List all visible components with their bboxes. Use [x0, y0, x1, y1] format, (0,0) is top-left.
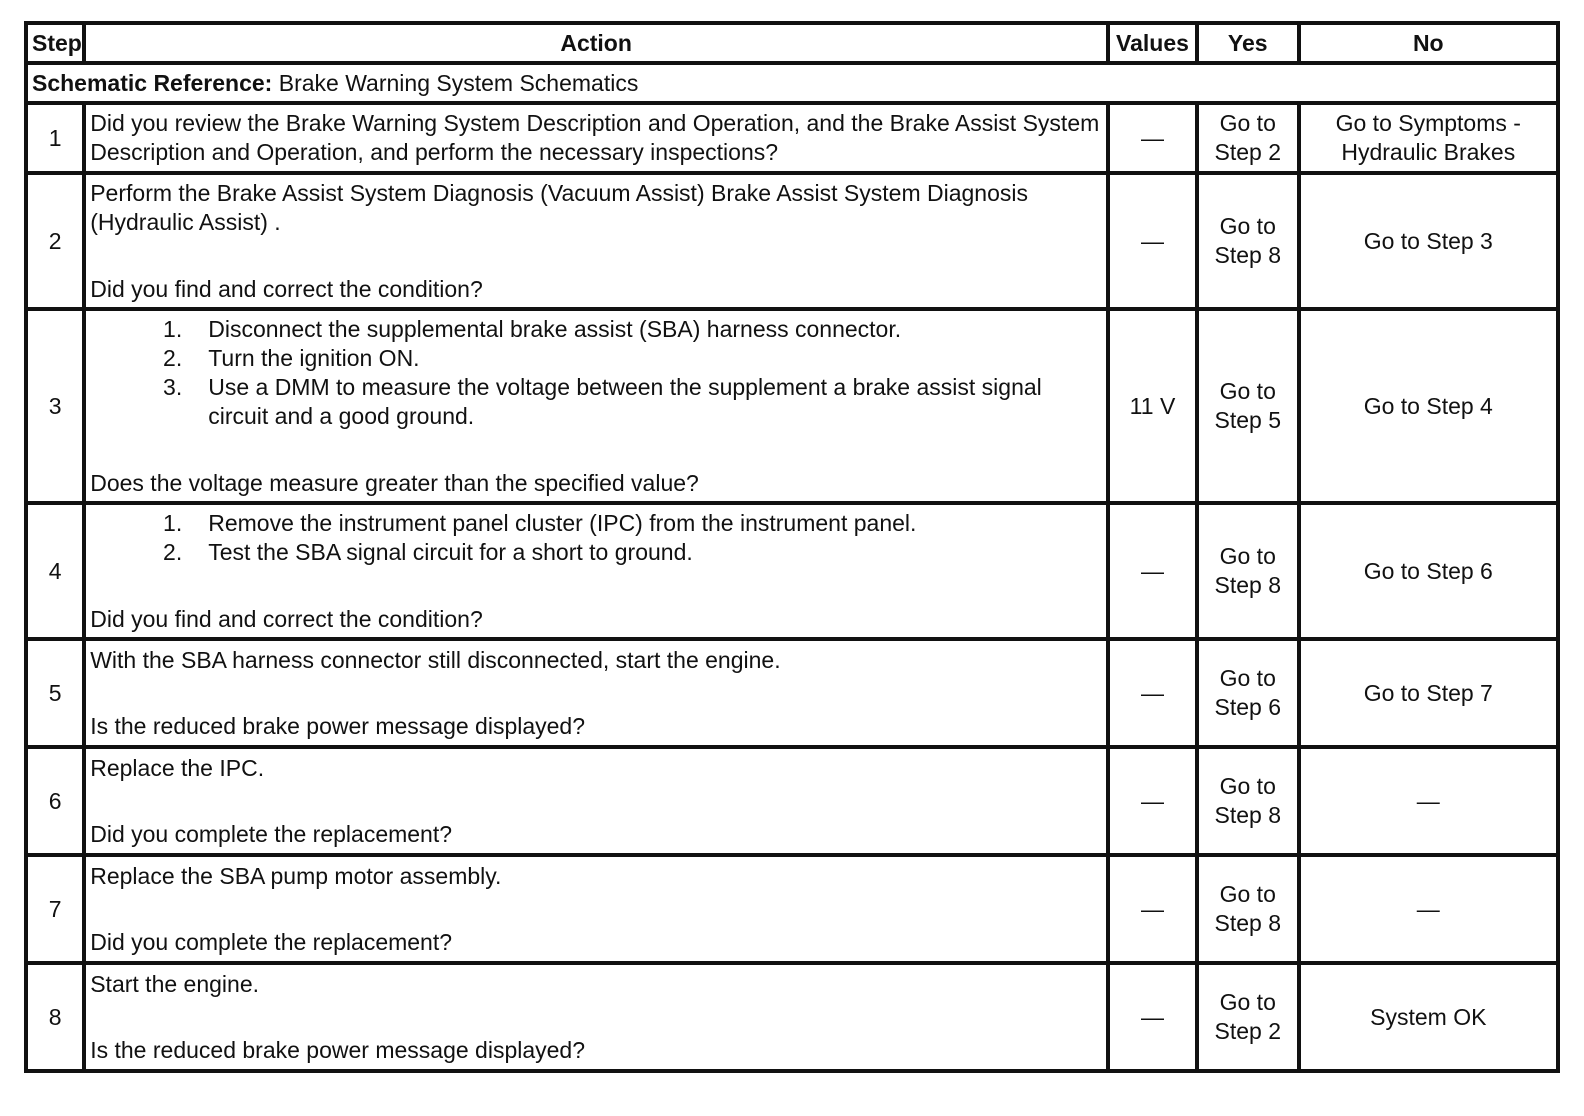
- header-values: Values: [1108, 23, 1197, 63]
- yes-cell[interactable]: Go to Step 2: [1197, 103, 1299, 173]
- no-cell[interactable]: Go to Symptoms - Hydraulic Brakes: [1299, 103, 1558, 173]
- value-cell: —: [1108, 103, 1197, 173]
- table-row: [26, 963, 1558, 1071]
- action-cell: [84, 747, 1108, 855]
- no-cell[interactable]: Go to Step 6: [1299, 503, 1558, 639]
- diagnostic-table: [24, 21, 1560, 1073]
- substep-list: [90, 509, 1102, 567]
- yes-cell[interactable]: Go to Step 6: [1197, 639, 1299, 747]
- value-cell: —: [1108, 639, 1197, 747]
- value-cell: —: [1108, 503, 1197, 639]
- step-number: 6: [26, 747, 84, 855]
- yes-cell[interactable]: Go to Step 8: [1197, 747, 1299, 855]
- action-cell: [84, 309, 1108, 503]
- step-number: 7: [26, 855, 84, 963]
- step-number: 2: [26, 173, 84, 309]
- substep-text: Disconnect the supplemental brake assist (SBA) harness connector.: [208, 315, 902, 342]
- header-action: Action: [84, 23, 1108, 63]
- action-text: Replace the IPC.: [90, 754, 265, 781]
- action-text: Replace the SBA pump motor assembly.: [90, 862, 502, 889]
- substep-text: Remove the instrument panel cluster (IPC) from the instrument panel.: [208, 509, 917, 536]
- header-yes: Yes: [1197, 23, 1299, 63]
- action-cell: [84, 963, 1108, 1071]
- substep-text: Use a DMM to measure the voltage between the supplement a brake assist signal circuit and a good ground.: [208, 373, 1042, 429]
- substep-number: 3.: [163, 373, 183, 400]
- substep-item: [90, 509, 1102, 538]
- schematic-reference-label: Schematic Reference:: [32, 69, 273, 96]
- no-cell[interactable]: —: [1299, 855, 1558, 963]
- table-row: [26, 747, 1558, 855]
- yes-cell[interactable]: Go to Step 8: [1197, 503, 1299, 639]
- action-question: Did you complete the replacement?: [90, 928, 453, 955]
- action-text: Perform the Brake Assist System Diagnosis (Vacuum Assist) Brake Assist System Diagnosis (Hydraulic Assist) .: [90, 179, 1028, 235]
- yes-cell[interactable]: Go to Step 5: [1197, 309, 1299, 503]
- action-text: With the SBA harness connector still disconnected, start the engine.: [90, 646, 781, 673]
- table-row: [26, 309, 1558, 503]
- action-question: Does the voltage measure greater than the specified value?: [90, 469, 699, 496]
- value-cell: —: [1108, 747, 1197, 855]
- schematic-reference-link[interactable]: Brake Warning System Schematics: [272, 69, 639, 96]
- action-text: Did you review the Brake Warning System Description and Operation, and the Brake Assist System Description and Operation, and perform the necessary inspections?: [90, 110, 1100, 165]
- action-question: Did you find and correct the condition?: [90, 275, 483, 302]
- schematic-reference-row: [26, 63, 1558, 103]
- substep-item: [90, 315, 1102, 344]
- substep-list: [90, 315, 1102, 431]
- action-question: Did you complete the replacement?: [90, 820, 453, 847]
- table-row: [26, 855, 1558, 963]
- header-step: Step: [26, 23, 84, 63]
- step-number: 4: [26, 503, 84, 639]
- action-cell: [84, 855, 1108, 963]
- value-cell: 11 V: [1108, 309, 1197, 503]
- substep-number: 1.: [163, 315, 183, 342]
- table-row: [26, 639, 1558, 747]
- step-number: 8: [26, 963, 84, 1071]
- step-number: 1: [26, 103, 84, 173]
- substep-text: Turn the ignition ON.: [208, 344, 420, 371]
- action-cell: [84, 103, 1108, 173]
- action-text: Start the engine.: [90, 970, 260, 997]
- value-cell: —: [1108, 963, 1197, 1071]
- no-cell[interactable]: System OK: [1299, 963, 1558, 1071]
- header-row: [26, 23, 1558, 63]
- action-question: Is the reduced brake power message displayed?: [90, 1036, 586, 1063]
- substep-item: [90, 373, 1102, 431]
- schematic-reference: [26, 63, 1558, 103]
- header-no: No: [1299, 23, 1558, 63]
- action-cell: [84, 503, 1108, 639]
- step-number: 5: [26, 639, 84, 747]
- yes-cell[interactable]: Go to Step 8: [1197, 855, 1299, 963]
- table-row: [26, 103, 1558, 173]
- substep-text: Test the SBA signal circuit for a short to ground.: [208, 538, 693, 565]
- action-cell: [84, 173, 1108, 309]
- substep-number: 2.: [163, 344, 183, 371]
- step-number: 3: [26, 309, 84, 503]
- action-question: Did you find and correct the condition?: [90, 605, 483, 632]
- yes-cell[interactable]: Go to Step 2: [1197, 963, 1299, 1071]
- value-cell: —: [1108, 173, 1197, 309]
- yes-cell[interactable]: Go to Step 8: [1197, 173, 1299, 309]
- substep-item: [90, 344, 1102, 373]
- table-row: [26, 503, 1558, 639]
- no-cell[interactable]: Go to Step 3: [1299, 173, 1558, 309]
- action-cell: [84, 639, 1108, 747]
- table-row: [26, 173, 1558, 309]
- no-cell[interactable]: Go to Step 7: [1299, 639, 1558, 747]
- no-cell[interactable]: Go to Step 4: [1299, 309, 1558, 503]
- substep-number: 1.: [163, 509, 183, 536]
- substep-number: 2.: [163, 538, 183, 565]
- action-question: Is the reduced brake power message displayed?: [90, 712, 586, 739]
- no-cell[interactable]: —: [1299, 747, 1558, 855]
- substep-item: [90, 538, 1102, 567]
- value-cell: —: [1108, 855, 1197, 963]
